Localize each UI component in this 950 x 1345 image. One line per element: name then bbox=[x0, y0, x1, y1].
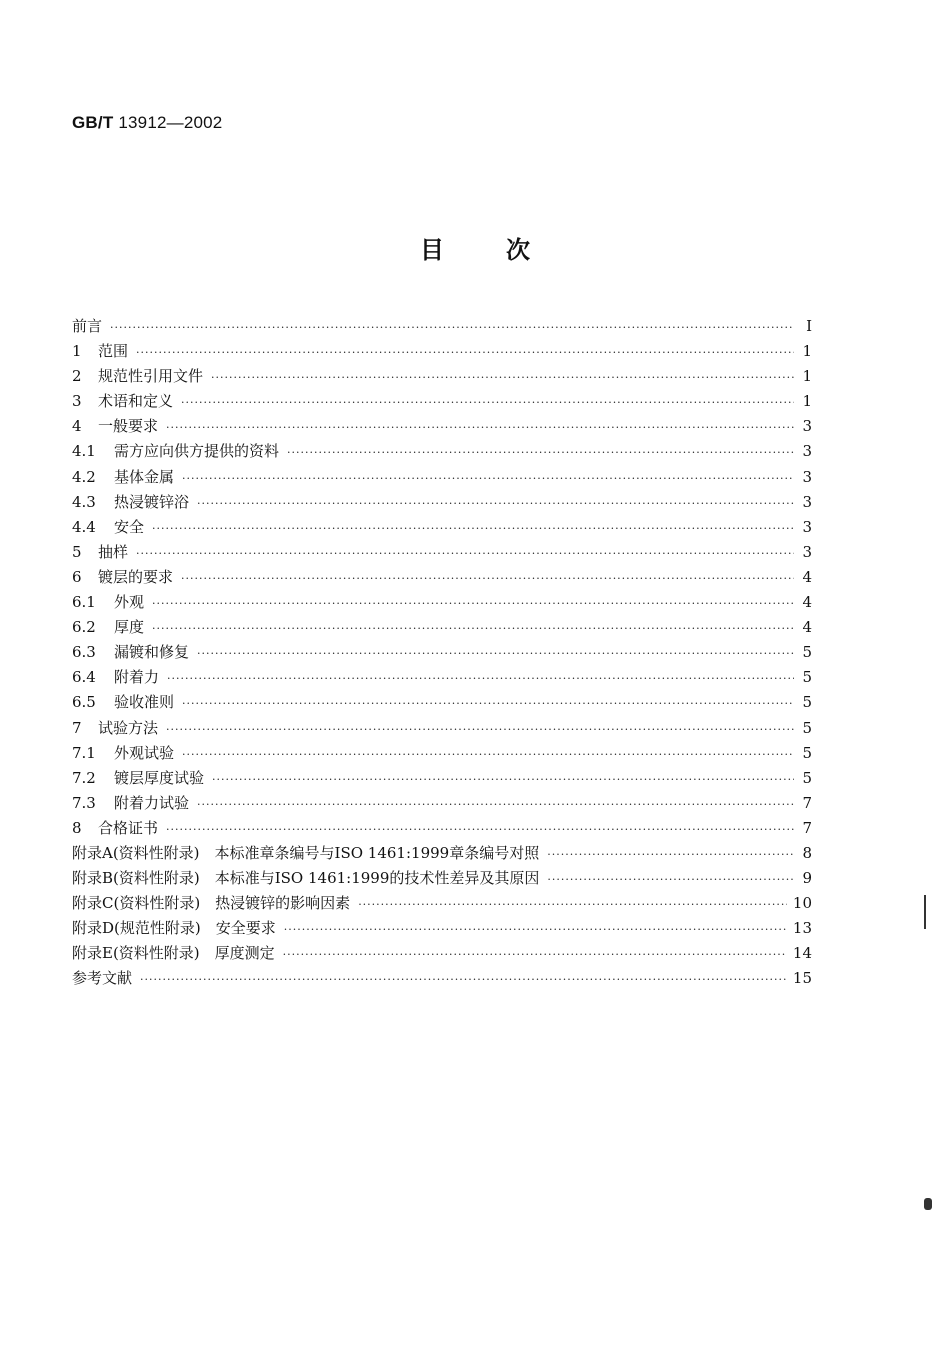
toc-entry-page: 5 bbox=[802, 693, 812, 712]
toc-entry-page: 5 bbox=[802, 768, 812, 787]
toc-leader-dots bbox=[358, 892, 787, 917]
toc-entry[interactable] bbox=[72, 891, 812, 916]
toc-entry-label: 规范性引用文件 bbox=[98, 367, 204, 386]
toc-entry[interactable] bbox=[72, 690, 812, 715]
toc-entry[interactable] bbox=[72, 515, 812, 540]
toc-entry[interactable] bbox=[72, 716, 812, 741]
toc-leader-dots bbox=[167, 666, 794, 691]
standard-prefix: GB/T bbox=[72, 113, 114, 132]
toc-entry-page: 5 bbox=[802, 643, 812, 662]
toc-entry-label: 试验方法 bbox=[98, 718, 159, 737]
toc-entry-label: 附录E(资料性附录) 厚度测定 bbox=[72, 944, 275, 963]
toc-leader-dots bbox=[136, 340, 794, 365]
scan-artifact bbox=[924, 895, 926, 929]
toc-entry-page: 3 bbox=[802, 517, 812, 536]
toc-entry-page: 1 bbox=[802, 367, 812, 386]
toc-entry[interactable] bbox=[72, 565, 812, 590]
toc-entry-label: 附录B(资料性附录) 本标准与ISO 1461:1999的技术性差异及其原因 bbox=[72, 869, 540, 888]
toc-entry-label: 附着力试验 bbox=[114, 793, 190, 812]
toc-entry-page: 3 bbox=[802, 492, 812, 511]
toc-entry[interactable] bbox=[72, 339, 812, 364]
standard-code bbox=[72, 113, 222, 133]
toc-leader-dots bbox=[211, 365, 794, 390]
toc-entry-label: 镀层的要求 bbox=[98, 567, 174, 586]
toc-entry-page: 5 bbox=[802, 668, 812, 687]
toc-leader-dots bbox=[182, 691, 794, 716]
toc-entry[interactable] bbox=[72, 941, 812, 966]
toc-entry[interactable] bbox=[72, 389, 812, 414]
toc-entry-number: 3 bbox=[72, 392, 82, 411]
toc-entry-number: 5 bbox=[72, 542, 82, 561]
toc-entry[interactable] bbox=[72, 841, 812, 866]
toc-entry[interactable] bbox=[72, 640, 812, 665]
toc-leader-dots bbox=[197, 641, 794, 666]
toc-entry-label: 漏镀和修复 bbox=[114, 643, 190, 662]
toc-entry-page: 13 bbox=[792, 919, 812, 938]
toc-entry[interactable] bbox=[72, 314, 812, 339]
toc-entry-label: 附录D(规范性附录) 安全要求 bbox=[72, 919, 276, 938]
toc-entry-label: 安全 bbox=[114, 517, 145, 536]
toc-entry-number: 6.4 bbox=[72, 668, 96, 687]
toc-leader-dots bbox=[547, 867, 794, 892]
toc-leader-dots bbox=[181, 390, 794, 415]
toc-leader-dots bbox=[197, 792, 794, 817]
toc-leader-dots bbox=[547, 842, 794, 867]
toc-entry-number: 6 bbox=[72, 567, 82, 586]
toc-entry-page: 8 bbox=[802, 843, 812, 862]
toc-entry-page: 4 bbox=[802, 618, 812, 637]
toc-entry-number: 8 bbox=[72, 818, 82, 837]
toc-entry[interactable] bbox=[72, 490, 812, 515]
toc-entry-number: 1 bbox=[72, 342, 82, 361]
toc-entry-number: 4.4 bbox=[72, 517, 96, 536]
toc-entry-page: 1 bbox=[802, 342, 812, 361]
toc-entry-page: 1 bbox=[802, 392, 812, 411]
toc-entry[interactable] bbox=[72, 615, 812, 640]
toc-entry-label: 附着力 bbox=[114, 668, 160, 687]
toc-entry[interactable] bbox=[72, 540, 812, 565]
toc-leader-dots bbox=[152, 616, 794, 641]
toc-entry-number: 6.1 bbox=[72, 593, 96, 612]
toc-entry-number: 6.2 bbox=[72, 618, 96, 637]
toc-entry-number: 4.2 bbox=[72, 467, 96, 486]
toc-entry-label: 验收准则 bbox=[114, 693, 175, 712]
toc-entry-label: 外观 bbox=[114, 593, 145, 612]
table-of-contents bbox=[72, 314, 812, 992]
toc-entry-label: 附录A(资料性附录) 本标准章条编号与ISO 1461:1999章条编号对照 bbox=[72, 843, 540, 862]
toc-entry-label: 术语和定义 bbox=[98, 392, 174, 411]
toc-entry-page: I bbox=[806, 317, 812, 335]
toc-entry-label: 一般要求 bbox=[98, 417, 159, 436]
toc-entry-number: 7.3 bbox=[72, 793, 96, 812]
toc-entry-page: 10 bbox=[792, 894, 812, 913]
toc-leader-dots bbox=[197, 491, 794, 516]
toc-entry[interactable] bbox=[72, 816, 812, 841]
toc-entry-label: 需方应向供方提供的资料 bbox=[114, 442, 280, 461]
toc-entry-label: 合格证书 bbox=[98, 818, 159, 837]
toc-entry-label: 附录C(资料性附录) 热浸镀锌的影响因素 bbox=[72, 894, 351, 913]
toc-entry-page: 3 bbox=[802, 417, 812, 436]
toc-leader-dots bbox=[287, 440, 794, 465]
toc-entry[interactable] bbox=[72, 364, 812, 389]
toc-entry-page: 7 bbox=[802, 818, 812, 837]
scan-artifact bbox=[924, 1198, 932, 1210]
toc-entry-label: 镀层厚度试验 bbox=[114, 768, 205, 787]
toc-entry-label: 热浸镀锌浴 bbox=[114, 492, 190, 511]
toc-entry-label: 外观试验 bbox=[114, 743, 175, 762]
toc-entry-page: 5 bbox=[802, 743, 812, 762]
toc-entry-label: 抽样 bbox=[98, 542, 129, 561]
toc-entry-page: 3 bbox=[802, 542, 812, 561]
toc-entry[interactable] bbox=[72, 665, 812, 690]
toc-entry[interactable] bbox=[72, 465, 812, 490]
toc-entry-number: 4.3 bbox=[72, 492, 96, 511]
toc-entry-label: 范围 bbox=[98, 342, 129, 361]
page-title: 目次 bbox=[420, 236, 592, 264]
toc-leader-dots bbox=[181, 566, 794, 591]
toc-leader-dots bbox=[283, 942, 787, 967]
toc-leader-dots bbox=[110, 315, 794, 340]
toc-entry-label: 厚度 bbox=[114, 618, 145, 637]
toc-entry-page: 4 bbox=[802, 567, 812, 586]
toc-entry-page: 5 bbox=[802, 718, 812, 737]
toc-entry-label: 基体金属 bbox=[114, 467, 175, 486]
toc-entry[interactable] bbox=[72, 766, 812, 791]
toc-entry-page: 9 bbox=[802, 869, 812, 888]
toc-entry[interactable] bbox=[72, 966, 812, 991]
toc-entry[interactable] bbox=[72, 741, 812, 766]
toc-entry-page: 4 bbox=[802, 593, 812, 612]
toc-entry-number: 4 bbox=[72, 417, 82, 436]
toc-leader-dots bbox=[152, 516, 794, 541]
toc-leader-dots bbox=[182, 742, 794, 767]
toc-leader-dots bbox=[140, 967, 787, 992]
toc-entry[interactable] bbox=[72, 439, 812, 464]
toc-entry-label: 前言 bbox=[72, 317, 103, 335]
toc-entry-number: 7.2 bbox=[72, 768, 96, 787]
toc-leader-dots bbox=[284, 917, 787, 942]
toc-leader-dots bbox=[182, 466, 794, 491]
standard-number: 13912—2002 bbox=[118, 113, 223, 132]
toc-entry[interactable] bbox=[72, 791, 812, 816]
toc-entry[interactable] bbox=[72, 414, 812, 439]
toc-entry-number: 6.3 bbox=[72, 643, 96, 662]
toc-entry-number: 6.5 bbox=[72, 693, 96, 712]
toc-leader-dots bbox=[166, 415, 794, 440]
toc-entry-page: 3 bbox=[802, 442, 812, 461]
toc-entry-number: 7.1 bbox=[72, 743, 96, 762]
toc-entry-page: 3 bbox=[802, 467, 812, 486]
toc-entry-page: 15 bbox=[792, 969, 812, 988]
toc-entry[interactable] bbox=[72, 590, 812, 615]
toc-leader-dots bbox=[212, 767, 794, 792]
toc-leader-dots bbox=[166, 817, 794, 842]
toc-leader-dots bbox=[136, 541, 794, 566]
toc-entry[interactable] bbox=[72, 916, 812, 941]
toc-leader-dots bbox=[152, 591, 794, 616]
toc-entry-number: 4.1 bbox=[72, 442, 96, 461]
toc-entry-number: 2 bbox=[72, 367, 82, 386]
toc-entry-label: 参考文献 bbox=[72, 969, 133, 988]
toc-entry-number: 7 bbox=[72, 718, 82, 737]
toc-entry-page: 7 bbox=[802, 793, 812, 812]
toc-leader-dots bbox=[166, 717, 794, 742]
toc-entry-page: 14 bbox=[792, 944, 812, 963]
toc-entry[interactable] bbox=[72, 866, 812, 891]
